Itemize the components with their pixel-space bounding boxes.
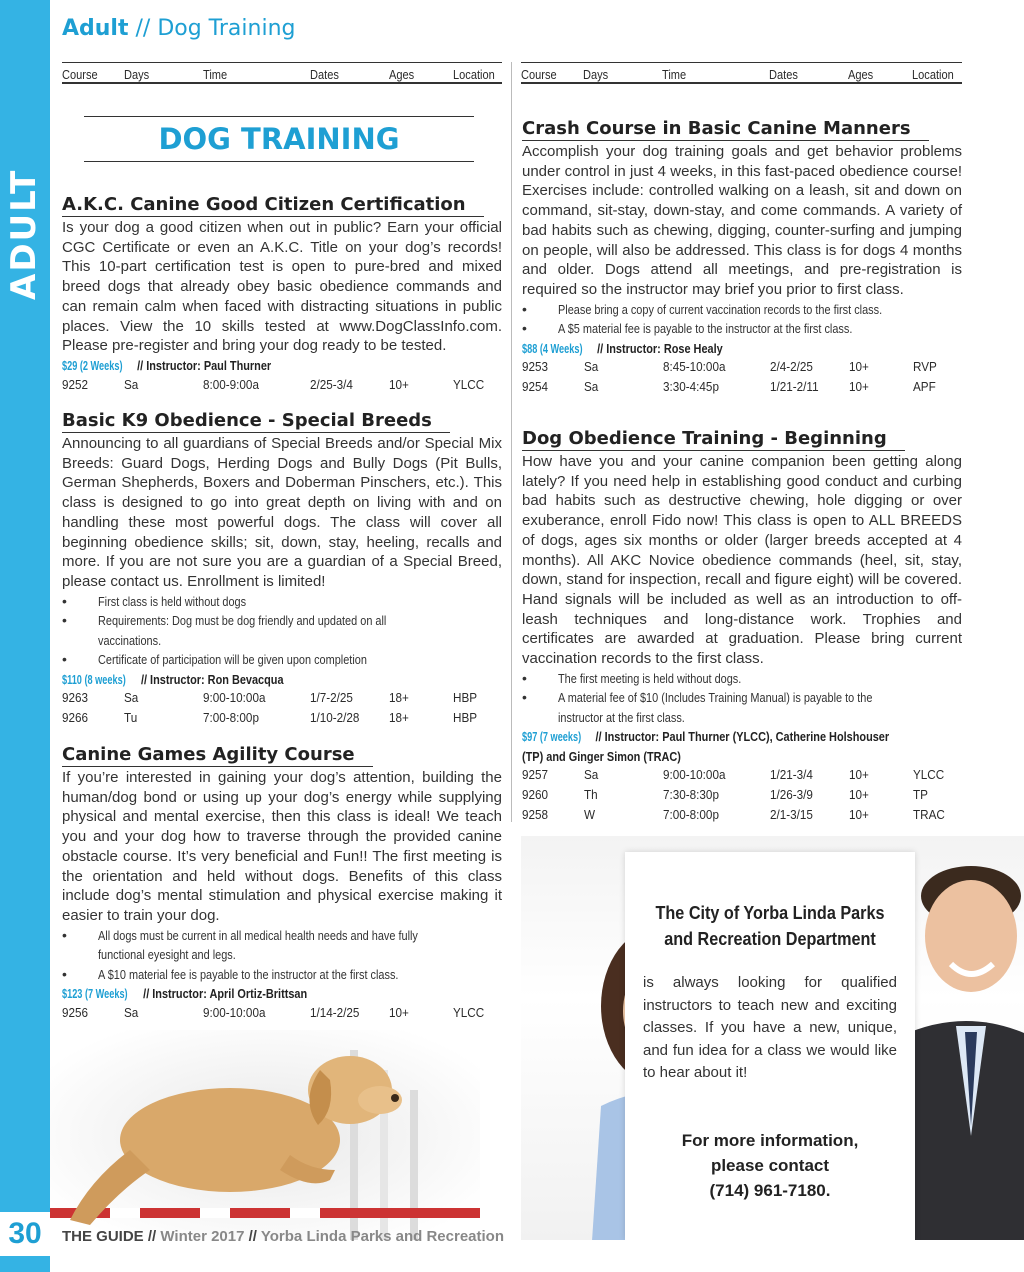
ad-contact-line: please contact [710,1156,830,1175]
price: $97 (7 weeks) [522,729,582,745]
column-divider [511,62,512,822]
instructor: // Instructor: Rose Healy [597,340,723,356]
course-number: 9263 [62,690,89,706]
header-category: Adult [62,16,129,41]
bullet-text: First class is held without dogs [98,593,247,609]
schedule-row [62,1004,502,1024]
bullet-text: Requirements: Dog must be dog friendly and updated on all [98,613,387,629]
col-ages: Ages [848,67,874,82]
list-item-continued [62,631,502,651]
dates: 1/10-2/28 [310,709,360,725]
ad-contact [625,1128,915,1203]
col-location: Location [912,67,954,82]
col-course: Course [62,67,98,82]
schedule-row [62,689,502,709]
location: APF [913,378,936,394]
bullet-text: A $5 material fee is payable to the instructor at the first class. [558,321,853,337]
days: Sa [584,767,599,783]
list-item-continued [522,708,962,728]
dates: 1/21-2/11 [770,378,819,394]
bullet-list [62,592,502,670]
list-item [62,611,502,631]
header-subcategory: Dog Training [157,16,296,41]
dates: 2/4-2/25 [770,359,813,375]
list-item [522,319,962,339]
instructor: // Instructor: April Ortiz-Brittsan [143,986,308,1002]
dates: 1/26-3/9 [770,787,813,803]
ages: 10+ [849,359,869,375]
ages: 10+ [849,787,869,803]
days: Th [584,787,598,803]
section-title: Dog Obedience Training - Beginning [522,428,905,451]
schedule-row [62,376,502,396]
col-time: Time [203,67,228,82]
time: 9:00-10:00a [663,767,726,783]
footer-sep: // [147,1228,157,1245]
list-item [62,926,502,946]
course-number: 9258 [522,806,549,822]
section-k9 [62,410,502,728]
section-body: If you’re interested in gaining your dog’s attention, building the human/dog bond or using up your dog’s energy while supplying physical and mental exercise, then this class is ideal! We teach you and your dog how to traverse through the provided canine obstacle course. It’s very beneficial and Fun!! The first meeting is the orientation and held without dogs. Benefits of this class include dog’s mental stimulation and physical exercise making it easier to train your dog. [62,769,502,924]
dog-agility-photo [50,1030,480,1240]
price-line [62,984,502,1004]
ad-title-line: and Recreation Department [664,929,876,949]
ages: 18+ [389,709,409,725]
location: TP [913,787,928,803]
dates: 2/25-3/4 [310,376,353,392]
section-obedience-beginning [522,428,962,825]
price: $29 (2 Weeks) [62,357,123,373]
list-item [62,592,502,612]
ad-contact-line: For more information, [681,1131,859,1150]
time: 3:30-4:45p [663,378,719,394]
bullet-text: A $10 material fee is payable to the instructor at the first class. [98,966,399,982]
footer-sep: // [248,1228,257,1245]
location: YLCC [913,767,945,783]
bullet-text: Certificate of participation will be given upon completion [98,652,367,668]
bullet-text: functional eyesight and legs. [98,947,236,963]
course-number: 9260 [522,787,549,803]
col-dates: Dates [769,67,798,82]
col-days: Days [124,67,150,82]
ad-title [640,900,901,952]
schedule-row [522,766,962,786]
list-item [522,669,962,689]
ages: 10+ [849,767,869,783]
section-title: A.K.C. Canine Good Citizen Certification [62,194,484,217]
list-item [522,688,962,708]
time: 8:00-9:00a [203,376,259,392]
ad-phone: (714) 961-7180. [709,1181,831,1200]
bullet-text: All dogs must be current in all medical health needs and have fully [98,927,418,943]
section-title: Basic K9 Obedience - Special Breeds [62,410,450,433]
schedule-row [522,358,962,378]
ad-body: is always looking for qualified instructors to teach new and exciting classes. If you have a new, unique, and fun idea for a class we would like to hear about it! [643,974,897,1082]
recruitment-ad [521,836,1024,1240]
footer-season: Winter 2017 [160,1228,245,1245]
section-title: Crash Course in Basic Canine Manners [522,118,929,141]
course-number: 9266 [62,709,89,725]
ages: 10+ [389,376,409,392]
section-agility [62,744,502,1023]
header-separator: // [135,16,151,41]
course-number: 9252 [62,376,89,392]
section-body: Accomplish your dog training goals and get behavior problems under control in just 4 weeks, in this fast-paced obedience course! Exercises include: controlled walking on a leash, sit and down on command, sit-stay, down-stay, and come commands. A variety of bad habits such as chewing, digging, counter-surfing and jumping on people, will also be addressed. This class is for dogs 4 months and older. Dogs attend all meetings, and pre-registration is required so the instructor may brief you prior to first class. [522,143,962,298]
price: $123 (7 Weeks) [62,986,128,1002]
message-board [625,852,915,1240]
dates: 1/7-2/25 [310,690,353,706]
price: $88 (4 Weeks) [522,340,583,356]
man-photo [901,836,1024,1240]
location: HBP [453,709,478,725]
section-akc [62,194,502,395]
price-line-continued [522,747,962,767]
location: TRAC [913,806,945,822]
bullet-text: The first meeting is held without dogs. [558,670,742,686]
ages: 10+ [849,806,869,822]
instructor: // Instructor: Paul Thurner (YLCC), Catherine Holshouser [595,729,890,745]
footer-org: Yorba Linda Parks and Recreation [260,1228,505,1245]
col-dates: Dates [310,67,339,82]
course-number: 9254 [522,378,549,394]
days: Sa [584,359,599,375]
location: YLCC [453,376,485,392]
course-number: 9257 [522,767,549,783]
course-number: 9256 [62,1004,89,1020]
list-item [62,965,502,985]
price: $110 (8 weeks) [62,671,126,687]
days: Sa [124,690,139,706]
section-body: Announcing to all guardians of Special Breeds and/or Special Mix Breeds: Guard Dogs, Herding Dogs and Bully Dogs (Pit Bulls, German Shepherds, Boxers and Doberman Pinschers, etc.). This class is designed to go into great depth on living with and on handling these most powerful dogs. The class will cover all beginning obedience skills; sit, down, stay, heeling, recalls and more. If you are not sure you are a guardian of a Special Breed, please contact us. Enrollment is limited! [62,435,502,590]
bullet-text: Please bring a copy of current vaccination records to the first class. [558,301,883,317]
list-item [522,300,962,320]
col-time: Time [662,67,687,82]
page-title: DOG TRAINING [84,116,474,162]
col-ages: Ages [389,67,415,82]
sidebar-band [0,0,50,1272]
price-line [522,727,962,747]
list-item [62,650,502,670]
days: Sa [584,378,599,394]
instructor-continued: (TP) and Ginger Simon (TRAC) [522,748,681,764]
price-line [62,670,502,690]
ages: 10+ [389,1004,409,1020]
schedule-row [522,786,962,806]
time: 9:00-10:00a [203,1004,266,1020]
footer-guide: THE GUIDE [62,1228,144,1245]
col-location: Location [453,67,495,82]
time: 7:00-8:00p [663,806,719,822]
page-header [62,16,296,41]
bullet-text: vaccinations. [98,632,162,648]
instructor: // Instructor: Ron Bevacqua [140,671,284,687]
time: 9:00-10:00a [203,690,266,706]
dates: 1/21-3/4 [770,767,813,783]
bullet-text: instructor at the first class. [558,709,685,725]
bullet-list [522,669,962,728]
section-label: ADULT [4,168,44,300]
schedule-row [522,806,962,826]
ages: 10+ [849,378,869,394]
ages: 18+ [389,690,409,706]
schedule-row [522,378,962,398]
section-title: Canine Games Agility Course [62,744,373,767]
list-item-continued [62,945,502,965]
days: Sa [124,376,139,392]
bullet-text: A material fee of $10 (Includes Training Manual) is payable to the [558,690,873,706]
location: RVP [913,359,937,375]
dates: 1/14-2/25 [310,1004,360,1020]
ad-title-line: The City of Yorba Linda Parks [655,903,885,923]
page-footer [62,1228,504,1245]
dates: 2/1-3/15 [770,806,813,822]
price-line [62,356,502,376]
bullet-list [62,926,502,985]
section-body: Is your dog a good citizen when out in public? Earn your official CGC Certificate or even an A.K.C. Title on your dog’s records! This 10-part certification test is open to pure-bred and mixed breed dogs that already obey basic obedience commands and can remain calm when faced with distracting situations in public places. View the 10 skills tested at www.DogClassInfo.com. Please pre-register and bring your dog ready to be tested. [62,219,502,355]
column-header-right [521,62,962,84]
col-days: Days [583,67,609,82]
schedule-row [62,709,502,729]
days: W [584,806,596,822]
days: Sa [124,1004,139,1020]
bullet-list [522,300,962,339]
location: HBP [453,690,478,706]
section-body: How have you and your canine companion been getting along lately? If you need help in establishing good conduct and curbing bad habits such as destructive chewing, hole digging or over exuberance, enroll Fido now! This class is open to ALL BREEDS of dogs, ages six months or older (larger breeds accepted at 4 months). All AKC Novice obedience commands (heel, sit, stay, down, stand for inspection, recall and figure eight) will be covered. Hand signals will be included as well as an introduction to off-leash techniques and long-distance work. Trophies and certificates are awarded at graduation. Please bring current vaccination records to the first class. [522,453,962,668]
time: 7:00-8:00p [203,709,259,725]
instructor: // Instructor: Paul Thurner [137,357,272,373]
section-crash-course [522,118,962,397]
location: YLCC [453,1004,485,1020]
page-number: 30 [0,1212,50,1256]
days: Tu [124,709,138,725]
course-number: 9253 [522,359,549,375]
column-header-left [62,62,502,84]
time: 7:30-8:30p [663,787,719,803]
time: 8:45-10:00a [663,359,726,375]
price-line [522,339,962,359]
col-course: Course [521,67,557,82]
